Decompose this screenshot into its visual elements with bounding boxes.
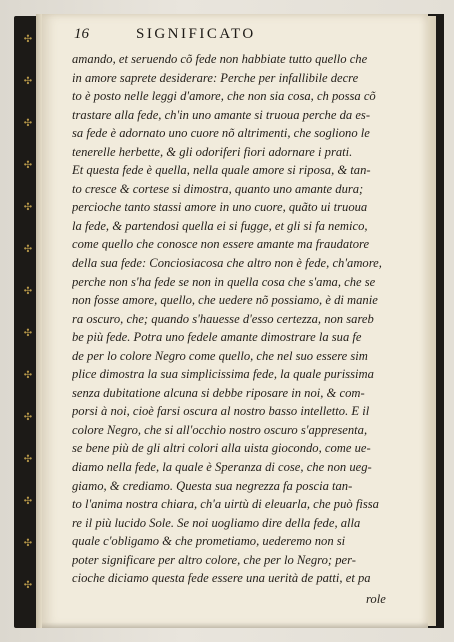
text-line: colore Negro, che si all'occhio nostro oscuro s'appresenta,	[72, 422, 368, 437]
text-line: perche non s'ha fede se non in quella cosa che s'ama, che se	[72, 274, 376, 289]
gilt-ornament-icon: ✣	[23, 34, 33, 45]
text-line: sa fede è adornato uno cuore nõ altrimenti, che sogliono le	[72, 126, 370, 141]
text-line: cioche diciamo questa fede essere una uerità de patti, et pa	[72, 571, 371, 586]
text-line: se bene più de gli altri colori alla uista giocondo, come ue-	[72, 441, 371, 456]
text-line: la fede, & partendosi quella ei si fugge, et gli si fa nemico,	[72, 218, 368, 233]
gilt-ornament-icon: ✣	[23, 538, 33, 549]
text-line: diamo nella fede, la quale è Speranza di cose, che non ueg-	[72, 460, 372, 475]
text-line: senza dubitatione alcuna si debbe riposare in noi, & com-	[72, 385, 365, 400]
page-number: 16	[74, 26, 89, 42]
text-line: porsi à noi, cioè farsi oscura al nostro basso intelletto. E il	[72, 404, 370, 419]
gilt-ornament-icon: ✣	[23, 580, 33, 591]
gilt-ornament-icon: ✣	[23, 454, 33, 465]
text-line: to è posto nelle leggi d'amore, che non sia cosa, ch possa cõ	[72, 89, 376, 104]
running-title: SIGNIFICATO	[136, 26, 256, 42]
text-line: percioche tanto stassi amore in uno cuore, quãto ui truoua	[72, 200, 368, 215]
text-line: quale c'obligamo & che prometiamo, uederemo non si	[72, 534, 346, 549]
gilt-ornament-icon: ✣	[23, 76, 33, 87]
text-line: non fosse amore, quello, che uedere nõ possiamo, è di manie	[72, 293, 378, 308]
text-line: be più fede. Potra uno fedele amante dimostrare la sua fe	[72, 330, 362, 345]
text-line: de per lo colore Negro come quello, che nel suo essere sim	[72, 348, 368, 363]
gilt-ornament-icon: ✣	[23, 286, 33, 297]
text-line: come quello che conosce non essere amante ma fraudatore	[72, 237, 370, 252]
page-header	[74, 26, 374, 48]
body-text	[72, 50, 416, 588]
text-line: to l'anima nostra chiara, ch'a uirtù di eleuarla, che può fissa	[72, 497, 379, 512]
text-line: Et questa fede è quella, nella quale amore si riposa, & tan-	[72, 163, 371, 178]
text-line: amando, et seruendo cõ fede non habbiate tutto quello che	[72, 52, 368, 66]
gilt-ornament-icon: ✣	[23, 370, 33, 381]
text-line: trastare alla fede, ch'in uno amante si truoua perche da es-	[72, 107, 371, 122]
gilt-ornament-icon: ✣	[23, 244, 33, 255]
text-line: plice dimostra la sua simplicissima fede, la quale purissima	[72, 367, 374, 382]
text-line: re il più lucido Sole. Se noi uogliamo dire della fede, alla	[72, 515, 361, 530]
page-shadow	[42, 622, 428, 628]
text-line: ra oscuro, che; quando s'hauesse d'esso certezza, non sareb	[72, 311, 374, 326]
text-line: in amore saprete desiderare: Perche per infallibile decre	[72, 70, 359, 85]
gilt-ornament-icon: ✣	[23, 160, 33, 171]
catchword: role	[366, 592, 386, 606]
gilt-ornament-icon: ✣	[23, 118, 33, 129]
gilt-ornament-icon: ✣	[23, 328, 33, 339]
text-line: della sua fede: Conciosiacosa che altro non è fede, ch'amore,	[72, 256, 382, 271]
gilt-ornament-icon: ✣	[23, 412, 33, 423]
gilt-ornament-icon: ✣	[23, 202, 33, 213]
text-line: tenerelle herbette, & gli odoriferi fiori adornare i prati.	[72, 144, 353, 159]
text-line: to cresce & cortese si dimostra, quanto uno amante dura;	[72, 181, 364, 196]
gilt-ornament-icon: ✣	[23, 496, 33, 507]
text-line: giamo, & crediamo. Questa sua negrezza fa poscia tan-	[72, 478, 353, 493]
text-line: poter significare per altro colore, che per lo Negro; per-	[72, 552, 356, 567]
